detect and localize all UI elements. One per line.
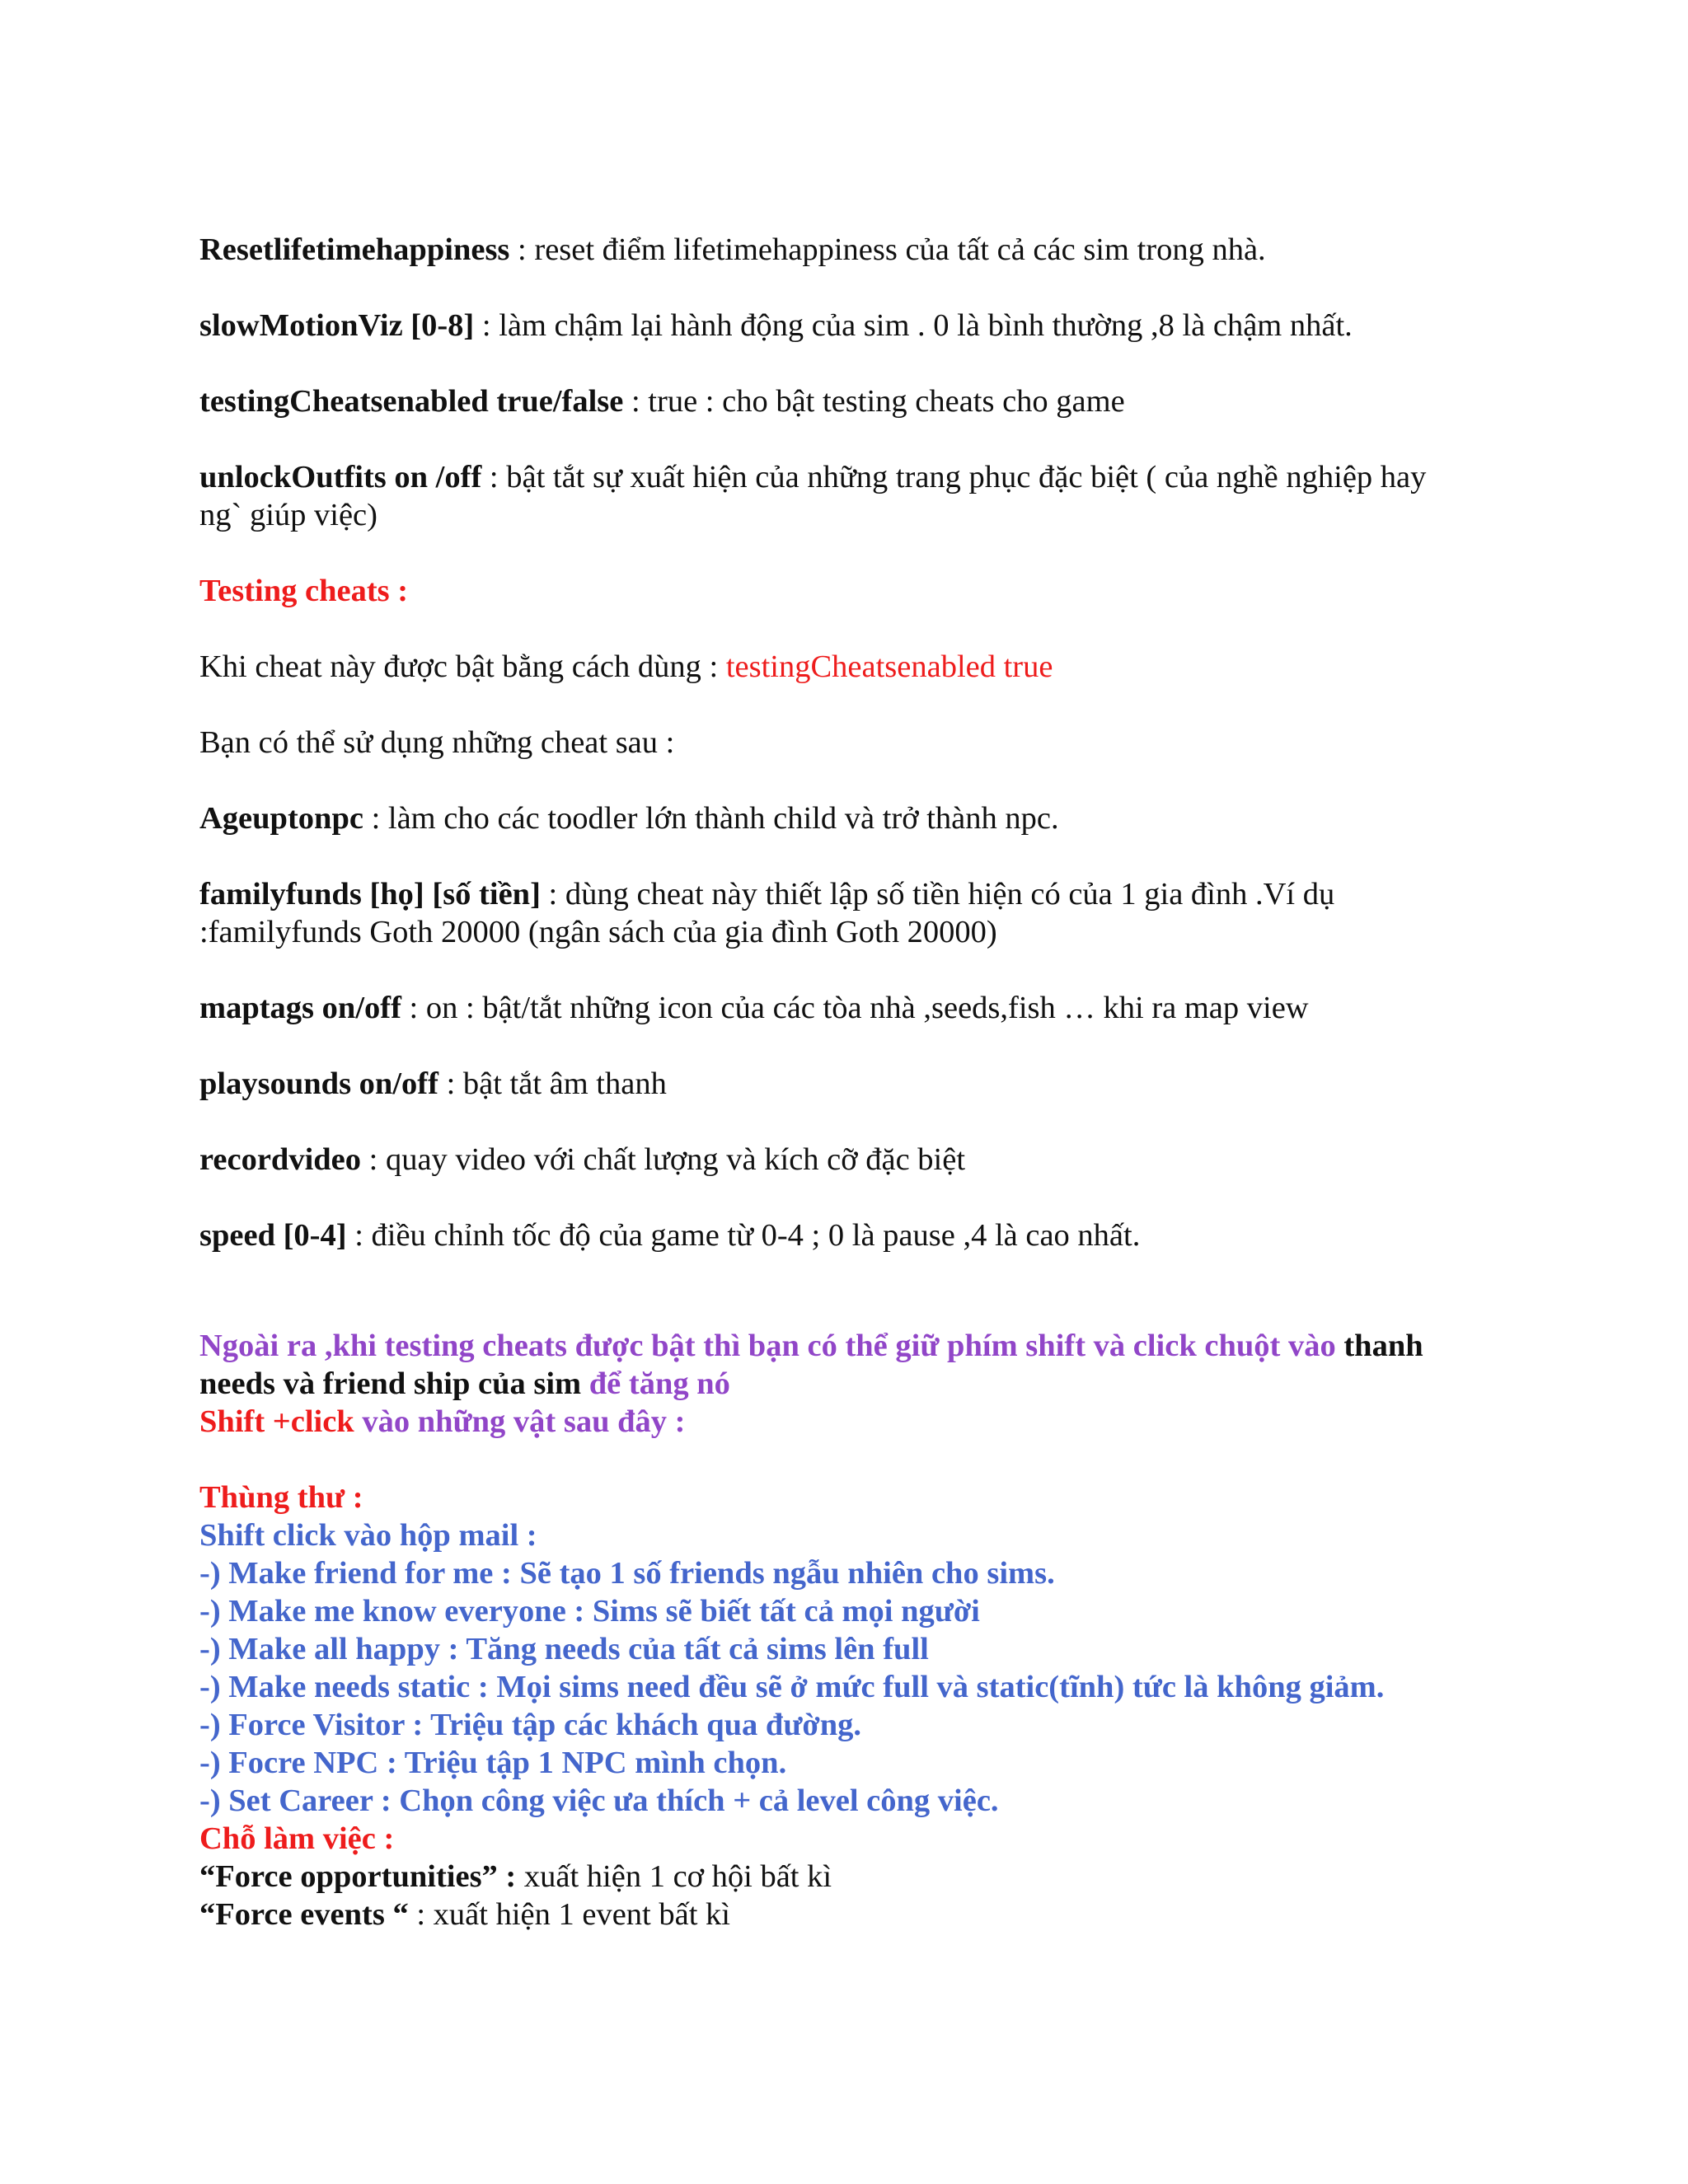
mailbox-item: -) Set Career : Chọn công việc ưa thích + cả level công việc. [199,1783,999,1818]
command-desc: : dùng cheat này thiết lập số tiền hiện có của 1 gia đình .Ví dụ [540,877,1335,912]
mailbox-item: -) Make needs static : Mọi sims need đều sẽ ở mức full và static(tĩnh) tức là không giảm. [199,1670,1385,1704]
mailbox-heading: Thùng thư : [199,1480,363,1515]
command-familyfunds [199,875,1518,951]
command-unlockoutfits [199,458,1518,534]
command-name: Ageuptonpc [199,801,363,836]
command-name: familyfunds [họ] [số tiền] [199,877,541,912]
command-recordvideo [199,1141,1518,1179]
command-name: slowMotionViz [0-8] [199,308,475,343]
extra-text-2: thanh [1343,1329,1423,1363]
intro-highlight: testingCheatsenabled true [725,649,1053,684]
command-name: unlockOutfits on /off [199,460,482,494]
mailbox-item: -) Make all happy : Tăng needs của tất cả sims lên full [199,1632,929,1666]
workplace-desc: : xuất hiện 1 event bất kì [408,1897,730,1932]
command-desc-cont: :familyfunds Goth 20000 (ngân sách của gia đình Goth 20000) [199,915,997,949]
mailbox-section [199,1479,1518,1858]
extra-text-3: needs và friend ship của sim [199,1366,589,1401]
command-name: playsounds on/off [199,1066,438,1101]
mailbox-item: -) Make me know everyone : Sims sẽ biết tất cả mọi người [199,1594,980,1629]
command-testingcheatsenabled [199,382,1518,420]
command-ageuptonpc [199,799,1518,837]
mailbox-item: -) Focre NPC : Triệu tập 1 NPC mình chọn. [199,1746,787,1780]
command-name: recordvideo [199,1142,362,1177]
command-speed [199,1216,1518,1254]
shift-click-rest: vào những vật sau đây : [354,1404,686,1439]
command-name: maptags on/off [199,991,401,1025]
workplace-section [199,1858,1518,1933]
command-desc: : bật tắt âm thanh [438,1066,667,1101]
mailbox-item: -) Force Visitor : Triệu tập các khách qua đường. [199,1708,862,1742]
command-desc: : true : cho bật testing cheats cho game [623,384,1125,419]
command-desc: : điều chỉnh tốc độ của game từ 0-4 ; 0 là pause ,4 là cao nhất. [346,1218,1141,1253]
command-name: speed [0-4] [199,1218,347,1253]
command-desc: : quay video với chất lượng và kích cỡ đặc biệt [361,1142,966,1177]
extra-text-4: để tăng nó [588,1366,730,1401]
command-name: testingCheatsenabled true/false [199,384,624,419]
command-desc-cont: ng` giúp việc) [199,498,377,532]
extra-text-1: Ngoài ra ,khi testing cheats được bật thì bạn có thể giữ phím shift và click chuột vào [199,1329,1344,1363]
document-page [199,231,1518,1933]
spacer [199,1254,1518,1327]
workplace-cmd: “Force opportunities” : [199,1859,517,1894]
command-desc: : làm chậm lại hành động của sim . 0 là bình thường ,8 là chậm nhất. [474,308,1353,343]
intro-line-2: Bạn có thể sử dụng những cheat sau : [199,725,675,760]
intro-text: Khi cheat này được bật bằng cách dùng : [199,649,726,684]
intro-line [199,648,1518,686]
command-resetlifetimehappiness [199,231,1518,269]
shift-click-label: Shift +click [199,1404,354,1439]
command-desc: : làm cho các toodler lớn thành child và trở thành npc. [363,801,1059,836]
command-slowmotionviz [199,307,1518,344]
section-heading-testing-cheats: Testing cheats : [199,574,409,608]
command-desc: : reset điểm lifetimehappiness của tất cả các sim trong nhà. [509,232,1266,267]
workplace-item [199,1858,1518,1896]
spacer [199,1441,1518,1479]
workplace-item [199,1896,1518,1933]
workplace-heading: Chỗ làm việc : [199,1821,395,1856]
workplace-cmd: “Force events “ [199,1897,409,1932]
command-name: Resetlifetimehappiness [199,232,510,267]
command-desc: : bật tắt sự xuất hiện của những trang phục đặc biệt ( của nghề nghiệp hay [481,460,1427,494]
extra-info-paragraph [199,1327,1518,1441]
mailbox-subheading: Shift click vào hộp mail : [199,1518,537,1553]
workplace-desc: xuất hiện 1 cơ hội bất kì [516,1859,832,1894]
command-playsounds [199,1065,1518,1103]
command-desc: : on : bật/tắt những icon của các tòa nhà ,seeds,fish … khi ra map view [401,991,1309,1025]
command-maptags [199,989,1518,1027]
mailbox-item: -) Make friend for me : Sẽ tạo 1 số friends ngẫu nhiên cho sims. [199,1556,1055,1591]
